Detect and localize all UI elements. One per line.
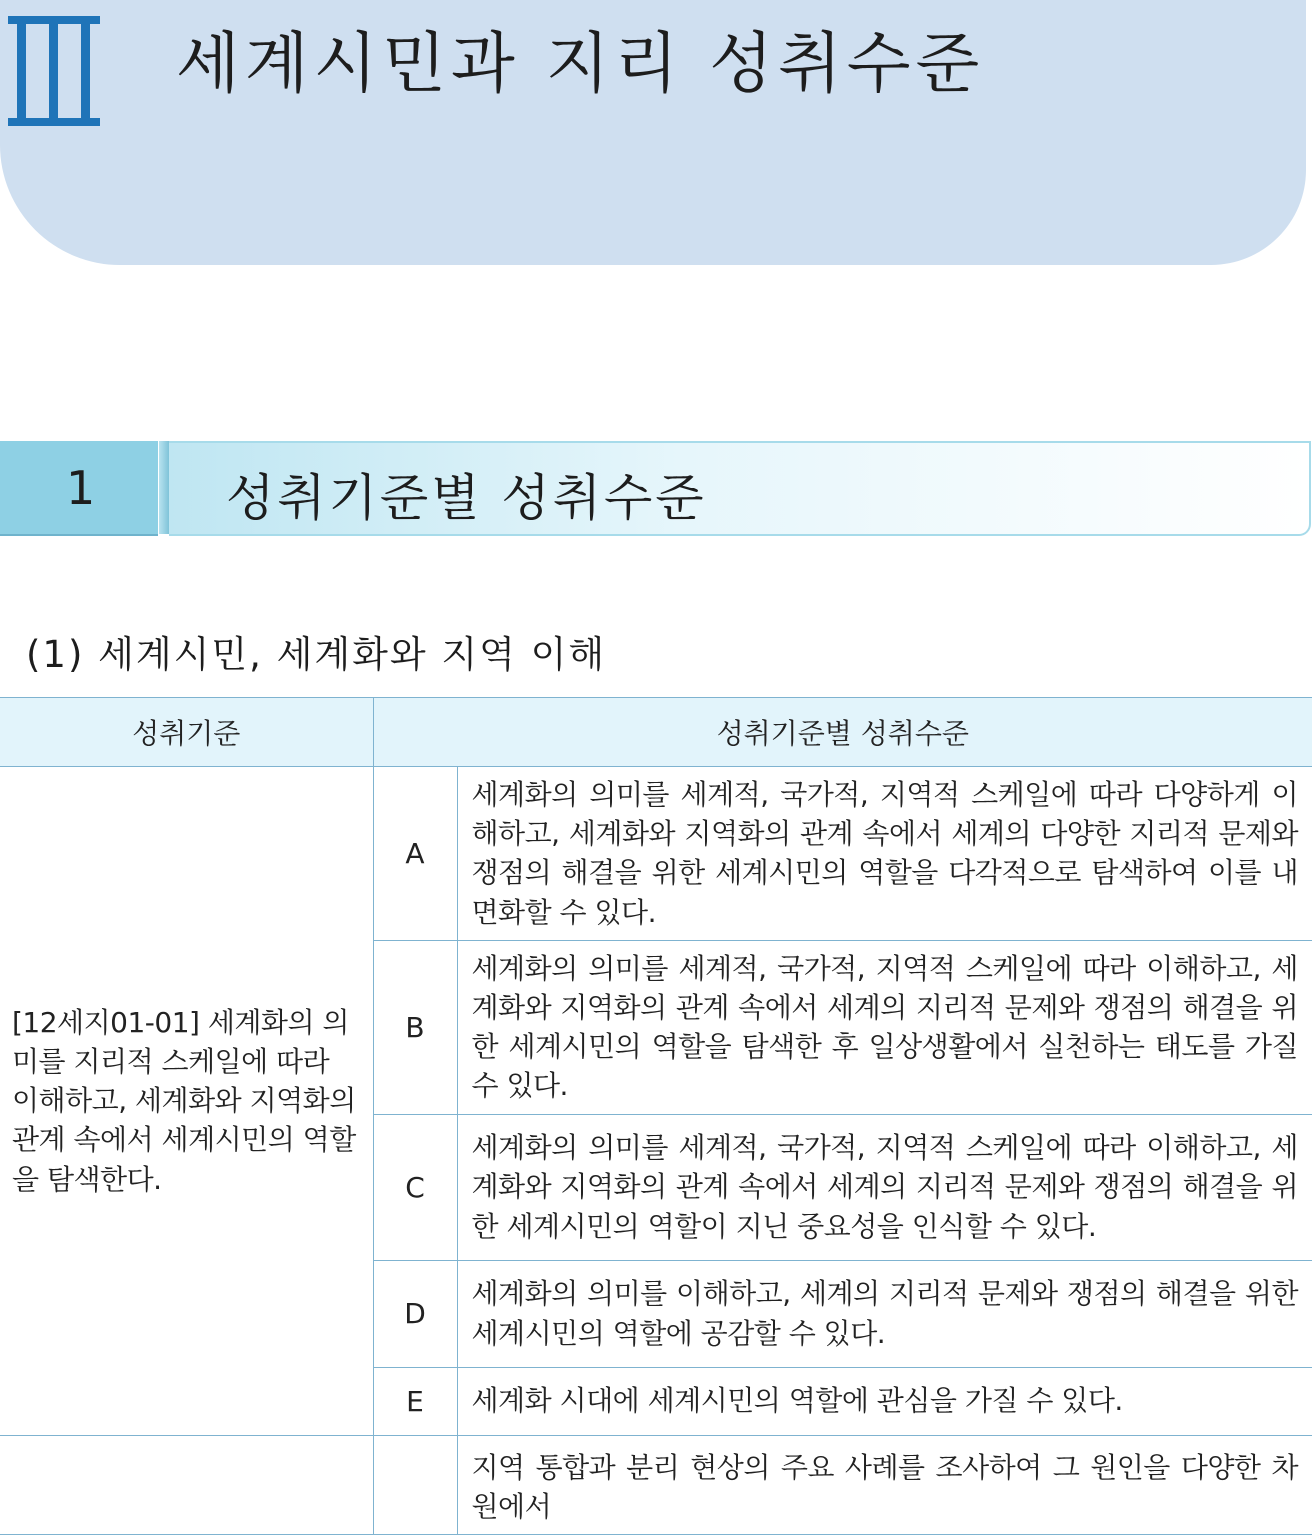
standard-cell: [12세지01-01] 세계화의 의미를 지리적 스케일에 따라 이해하고, 세계화와 지역화의 관계 속에서 세계시민의 역할을 탐색한다. (0, 767, 373, 1436)
level-grade: C (373, 1114, 457, 1260)
header-standard: 성취기준 (0, 698, 373, 767)
chapter-roman-numeral (8, 16, 100, 126)
section-title: 성취기준별 성취수준 (226, 469, 707, 527)
table-row (0, 1435, 1312, 1534)
level-description: 세계화 시대에 세계시민의 역할에 관심을 가질 수 있다. (457, 1367, 1312, 1435)
header-levels: 성취기준별 성취수준 (373, 698, 1312, 767)
standard-cell (0, 1435, 373, 1534)
section-number: 1 (66, 461, 96, 515)
table-row (0, 767, 1312, 941)
level-grade: D (373, 1260, 457, 1367)
subsection-title: (1) 세계시민, 세계화와 지역 이해 (26, 633, 607, 676)
level-grade: A (373, 767, 457, 941)
chapter-title: 세계시민과 지리 성취수준 (176, 25, 985, 102)
level-description: 세계화의 의미를 세계적, 국가적, 지역적 스케일에 따라 이해하고, 세계화와 지역화의 관계 속에서 세계의 지리적 문제와 쟁점의 해결을 위한 세계시민의 역할을 탐색한 후 일상생활에서 실천하는 태도를 가질 수 있다. (457, 940, 1312, 1114)
level-grade (373, 1435, 457, 1534)
level-description: 세계화의 의미를 이해하고, 세계의 지리적 문제와 쟁점의 해결을 위한 세계시민의 역할에 공감할 수 있다. (457, 1260, 1312, 1367)
level-description: 세계화의 의미를 세계적, 국가적, 지역적 스케일에 따라 다양하게 이해하고, 세계화와 지역화의 관계 속에서 세계의 다양한 지리적 문제와 쟁점의 해결을 위한 세계시민의 역할을 다각적으로 탐색하여 이를 내면화할 수 있다. (457, 767, 1312, 941)
level-description: 지역 통합과 분리 현상의 주요 사례를 조사하여 그 원인을 다양한 차원에서 (457, 1435, 1312, 1534)
level-grade: B (373, 940, 457, 1114)
table-header-row (0, 698, 1312, 767)
achievement-standards-table (0, 697, 1312, 1535)
section-divider (159, 441, 169, 534)
level-grade: E (373, 1367, 457, 1435)
level-description: 세계화의 의미를 세계적, 국가적, 지역적 스케일에 따라 이해하고, 세계화와 지역화의 관계 속에서 세계의 지리적 문제와 쟁점의 해결을 위한 세계시민의 역할이 지닌 중요성을 인식할 수 있다. (457, 1114, 1312, 1260)
